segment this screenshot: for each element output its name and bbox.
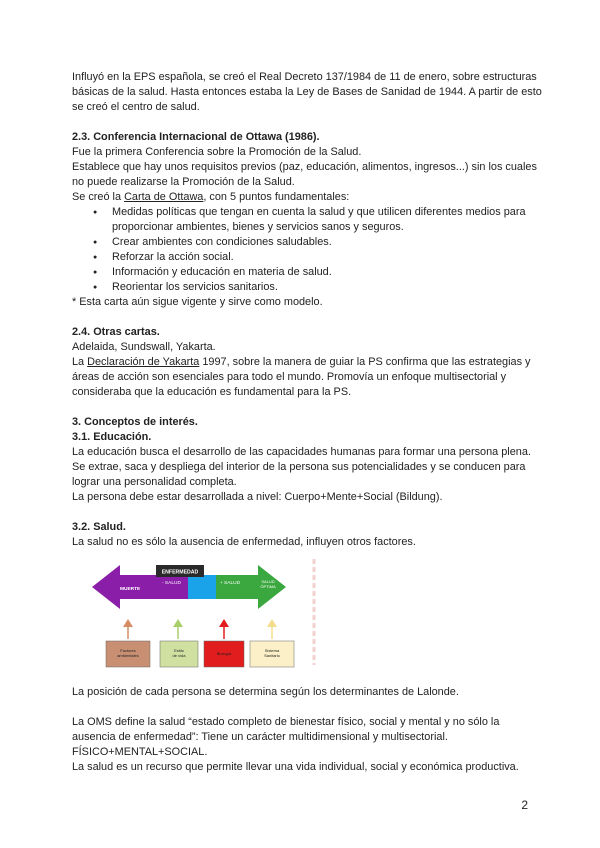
plus-salud-label: + SALUD bbox=[219, 581, 241, 586]
determinant-label: Estilo bbox=[174, 648, 184, 653]
intro-paragraph: Influyó en la EPS española, se creó el Real Decreto 137/1984 de 11 de enero, sobre estructuras básicas de la salud. Hasta entonces estaba la Ley de Bases de Sanidad de 1944. A partir de esto se creó el centro de salud. bbox=[72, 71, 542, 113]
ottawa-note: * Esta carta aún sigue vigente y sirve como modelo. bbox=[72, 296, 323, 308]
determinant-label: Factores bbox=[120, 648, 136, 653]
arrow-head bbox=[219, 619, 229, 627]
enfermedad-label: ENFERMEDAD bbox=[161, 569, 199, 576]
determinant-estilo bbox=[160, 619, 198, 667]
ottawa-line-2: Establece que hay unos requisitos previos (paz, educación, alimentos, ingresos...) sin los cuales no puede realizarse la Promoción de la Salud. bbox=[72, 161, 537, 188]
determinant-label: ambientales bbox=[117, 653, 139, 658]
muerte-label: MUERTE bbox=[120, 587, 141, 592]
oms-paragraph: La OMS define la salud “estado completo de bienestar físico, social y mental y no sólo la ausencia de enfermedad”: Tiene un carácter multidimensional y multisectorial. bbox=[72, 716, 500, 743]
arrow-head bbox=[123, 619, 133, 627]
oms-formula: FÍSICO+MENTAL+SOCIAL. bbox=[72, 746, 208, 758]
list-item: ● Información y educación en materia de salud. bbox=[112, 265, 542, 280]
otras-line-1: Adelaida, Sundswall, Yakarta. bbox=[72, 341, 216, 353]
ottawa-line-3 bbox=[72, 190, 542, 205]
list-item: ● Crear ambientes con condiciones saludables. bbox=[112, 235, 542, 250]
ottawa-points-list bbox=[72, 205, 542, 295]
salud-optima-label-2: ÓPTIMA bbox=[260, 584, 276, 589]
cyan-center bbox=[188, 575, 216, 599]
arrow-head bbox=[173, 619, 183, 627]
ottawa-line-3-prefix: Se creó la bbox=[72, 191, 125, 203]
determinant-factores bbox=[106, 619, 150, 667]
heading-conceptos: 3. Conceptos de interés. bbox=[72, 416, 198, 428]
salud-line-1: La salud no es sólo la ausencia de enfermedad, influyen otros factores. bbox=[72, 536, 416, 548]
salud-line-2: La posición de cada persona se determina según los determinantes de Lalonde. bbox=[72, 686, 459, 698]
ottawa-line-3-suffix: , con 5 puntos fundamentales: bbox=[203, 191, 350, 203]
arrow-head bbox=[267, 619, 277, 627]
page-number: 2 bbox=[521, 798, 528, 812]
list-item: ● Medidas políticas que tengan en cuenta la salud y que utilicen diferentes medios para proporcionar ambientes, bienes y servicios sanos y seguros. bbox=[112, 205, 542, 235]
otras-line-2-suffix: 1997, sobre la manera de guiar la PS confirma que las estrategias y áreas de acción son esenciales para todo el mundo. Promovía un enfoque multisectorial y consideraba que la educación es fundamental para la PS. bbox=[72, 356, 531, 398]
determinant-sistema bbox=[250, 619, 294, 667]
otras-line-2-prefix: La bbox=[72, 356, 88, 368]
declaracion-yakarta-link[interactable]: Declaración de Yakarta bbox=[87, 356, 200, 368]
determinant-label: Biología bbox=[216, 651, 232, 656]
educacion-paragraph-2: La persona debe estar desarrollada a nivel: Cuerpo+Mente+Social (Bildung). bbox=[72, 491, 443, 503]
salud-optima-label-1: SALUD bbox=[261, 579, 275, 584]
heading-otras-cartas: 2.4. Otras cartas. bbox=[72, 326, 160, 338]
heading-salud: 3.2. Salud. bbox=[72, 521, 126, 533]
minus-salud-label: - SALUD bbox=[162, 581, 181, 586]
determinant-label: de vida bbox=[172, 653, 186, 658]
heading-ottawa: 2.3. Conferencia Internacional de Ottawa (1986). bbox=[72, 131, 320, 143]
carta-ottawa-link[interactable]: Carta de Ottawa bbox=[124, 191, 204, 203]
determinant-label: Sistema bbox=[264, 648, 280, 653]
educacion-paragraph-1: La educación busca el desarrollo de las capacidades humanas para formar una persona plena. Se extrae, saca y despliega del interior de la persona sus potencialidades y se conducen para lograr una personalidad completa. bbox=[72, 446, 531, 488]
list-item: ● Reforzar la acción social. bbox=[112, 250, 542, 265]
determinant-biologia bbox=[204, 619, 244, 667]
otras-line-2 bbox=[72, 355, 542, 400]
ottawa-line-1: Fue la primera Conferencia sobre la Promoción de la Salud. bbox=[72, 146, 362, 158]
document-body bbox=[72, 70, 542, 775]
list-item: ● Reorientar los servicios sanitarios. bbox=[112, 280, 542, 295]
salud-last-line: La salud es un recurso que permite llevar una vida individual, social y económica productiva. bbox=[72, 761, 519, 773]
determinant-label: Sanitario bbox=[264, 653, 280, 658]
lalonde-diagram bbox=[90, 557, 320, 677]
heading-educacion: 3.1. Educación. bbox=[72, 431, 152, 443]
lalonde-diagram-svg bbox=[90, 557, 320, 677]
